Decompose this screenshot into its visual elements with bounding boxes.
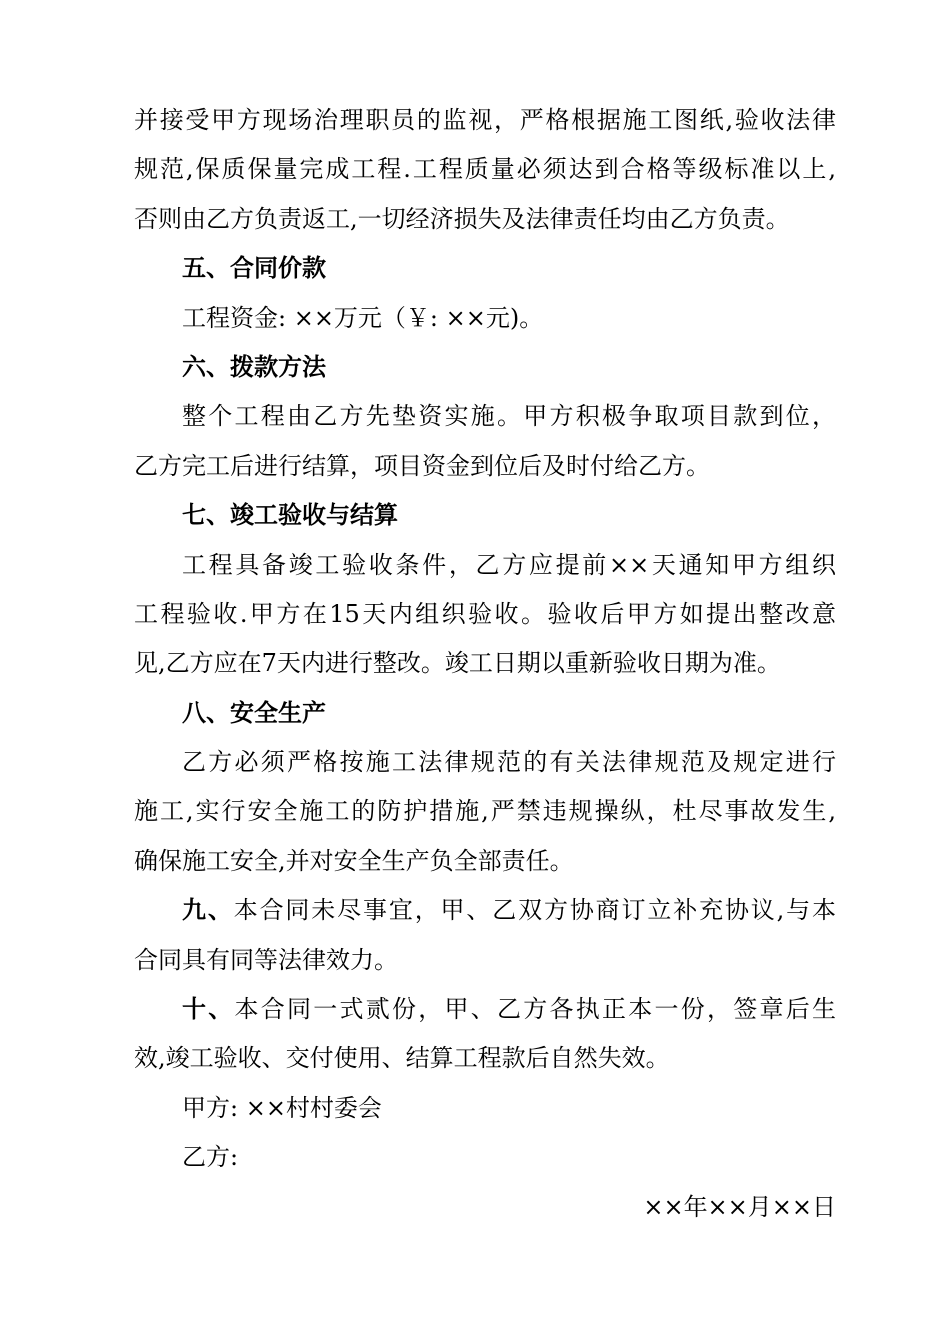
paragraph-line: 并接受甲方现场治理职员的监视，严格根据施工图纸,验收法律 <box>134 106 836 134</box>
clause-nine-label: 九、 <box>182 896 234 925</box>
paragraph-line: 乙方必须严格按施工法律规范的有关法律规范及规定进行 <box>182 748 836 777</box>
section-heading-acceptance: 七、竣工验收与结算 <box>182 501 398 530</box>
clause-ten-line <box>134 985 836 1034</box>
paragraph-line: 见,乙方应在7天内进行整改。竣工日期以重新验收日期为准。 <box>134 649 781 678</box>
clause-ten-text: 本合同一式贰份，甲、乙方各执正本一份，签章后生 <box>234 995 836 1024</box>
paragraph-line: 合同具有同等法律效力。 <box>134 945 398 974</box>
clause-ten-label: 十、 <box>182 995 235 1024</box>
paragraph-line: 规范,保质保量完成工程.工程质量必须达到合格等级标准以上, <box>134 155 836 184</box>
paragraph-line: 整个工程由乙方先垫资实施。甲方积极争取项目款到位， <box>182 402 836 431</box>
contract-page <box>134 96 836 1232</box>
signature-date: ××年××月××日 <box>643 1192 836 1221</box>
paragraph-line: 确保施工安全,并对安全生产负全部责任。 <box>134 846 574 875</box>
clause-nine-text: 本合同未尽事宜，甲、乙双方协商订立补充协议,与本 <box>233 896 836 925</box>
party-b-signature: 乙方: <box>182 1143 239 1172</box>
section-heading-contract-price: 五、合同价款 <box>182 254 326 283</box>
paragraph-line: 乙方完工后进行结算，项目资金到位后及时付给乙方。 <box>134 451 710 480</box>
paragraph-line: 工程验收.甲方在15天内组织验收。验收后甲方如提出整改意 <box>134 599 836 628</box>
section-heading-payment-method: 六、拨款方法 <box>182 352 326 381</box>
paragraph-line: 施工,实行安全施工的防护措施,严禁违规操纵，杜尽事故发生, <box>134 797 836 826</box>
contract-price-line: 工程资金: ××万元（￥: ××元)。 <box>182 303 544 332</box>
party-a-signature: 甲方: ××村村委会 <box>182 1093 382 1122</box>
section-heading-safety: 八、安全生产 <box>182 698 326 727</box>
paragraph-line: 工程具备竣工验收条件，乙方应提前××天通知甲方组织 <box>182 550 836 579</box>
clause-nine-line <box>134 886 836 935</box>
paragraph-line: 效,竣工验收、交付使用、结算工程款后自然失效。 <box>134 1044 670 1073</box>
paragraph-line: 否则由乙方负责返工,一切经济损失及法律责任均由乙方负责。 <box>134 204 790 233</box>
